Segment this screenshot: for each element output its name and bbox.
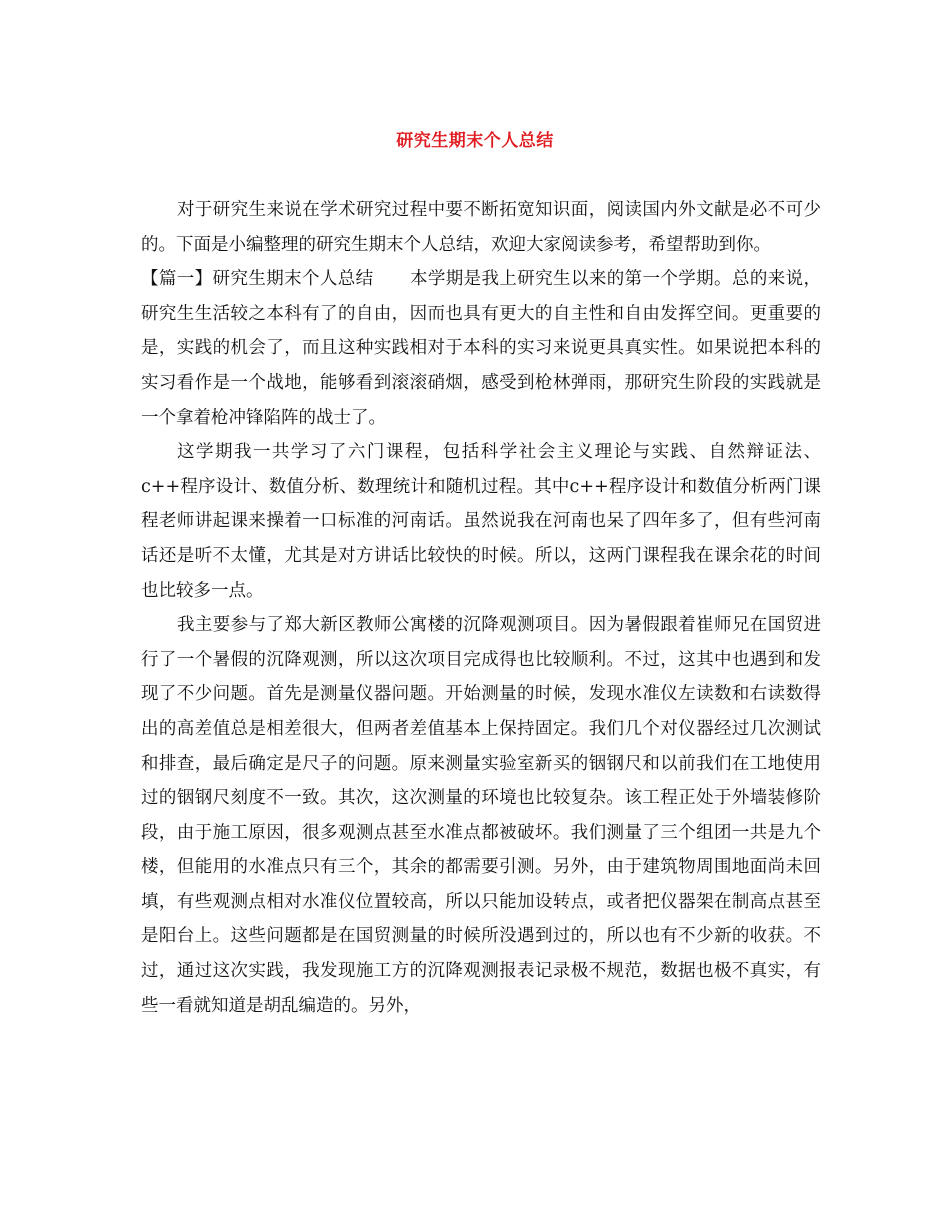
section1-para2: 这学期我一共学习了六门课程，包括科学社会主义理论与实践、自然辩证法、c++程序设计、数值分析、数理统计和随机过程。其中c++程序设计和数值分析两门课程老师讲起课来操着一口标准的河南话。虽然说我在河南也呆了四年多了，但有些河南话还是听不太懂，尤其是对方讲话比较快的时候。所以，这两门课程我在课余花的时间也比较多一点。 xyxy=(141,442,821,601)
section1-heading: 【篇一】研究生期末个人总结 xyxy=(141,269,374,290)
section1-first-paragraph xyxy=(141,262,821,435)
section1-para1: 本学期是我上研究生以来的第一个学期。总的来说，研究生生活较之本科有了的自由，因而也具有更大的自主性和自由发挥空间。更重要的是，实践的机会了，而且这种实践相对于本科的实习来说更具真实性。如果说把本科的实习看作是一个战地，能够看到滚滚硝烟，感受到枪林弹雨，那研究生阶段的实践就是一个拿着枪冲锋陷阵的战士了。 xyxy=(141,269,822,428)
intro-paragraph: 对于研究生来说在学术研究过程中要不断拓宽知识面，阅读国内外文献是必不可少的。下面是小编整理的研究生期末个人总结，欢迎大家阅读参考，希望帮助到你。 xyxy=(141,200,821,255)
document-body xyxy=(141,193,821,1023)
document-title: 研究生期末个人总结 xyxy=(396,131,554,151)
section1-para3: 我主要参与了郑大新区教师公寓楼的沉降观测项目。因为暑假跟着崔师兄在国贸进行了一个暑假的沉降观测，所以这次项目完成得也比较顺利。不过，这其中也遇到和发现了不少问题。首先是测量仪器问题。开始测量的时候，发现水准仪左读数和右读数得出的高差值总是相差很大，但两者差值基本上保持固定。我们几个对仪器经过几次测试和排查，最后确定是尺子的问题。原来测量实验室新买的铟钢尺和以前我们在工地使用过的铟钢尺刻度不一致。其次，这次测量的环境也比较复杂。该工程正处于外墙装修阶段，由于施工原因，很多观测点甚至水准点都被破坏。我们测量了三个组团一共是九个楼，但能用的水准点只有三个，其余的都需要引测。另外，由于建筑物周围地面尚未回填，有些观测点相对水准仪位置较高，所以只能加设转点，或者把仪器架在制高点甚至是阳台上。这些问题都是在国贸测量的时候所没遇到过的，所以也有不少新的收获。不过，通过这次实践，我发现施工方的沉降观测报表记录极不规范，数据也极不真实，有些一看就知道是胡乱编造的。另外， xyxy=(141,615,821,1016)
